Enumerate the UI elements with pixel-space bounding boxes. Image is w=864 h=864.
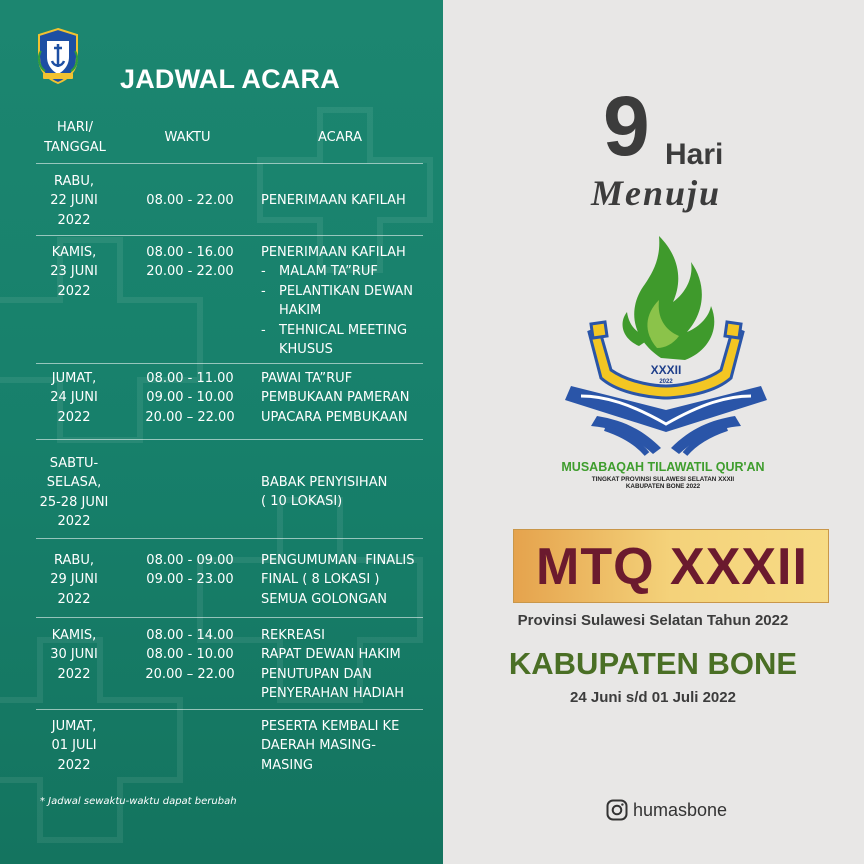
row-event: BABAK PENYISIHAN ( 10 LOKASI)	[261, 475, 388, 510]
sub-event	[261, 282, 426, 301]
logo-subtitle: TINGKAT PROVINSI SULAWESI SELATAN XXXII	[591, 476, 735, 483]
logo-title: MUSABAQAH TILAWATIL QUR'AN	[561, 460, 765, 474]
row-day: JUMAT, 24 JUNI 2022	[50, 371, 98, 425]
row-event: PESERTA KEMBALI KE DAERAH MASING- MASING	[261, 719, 400, 773]
header-time: WAKTU	[164, 130, 211, 145]
row-divider	[36, 538, 423, 539]
event-panel	[443, 0, 864, 864]
row-day: SABTU- SELASA, 25-28 JUNI 2022	[39, 456, 109, 530]
schedule-footnote: * Jadwal sewaktu-waktu dapat berubah	[40, 796, 237, 807]
row-divider	[36, 235, 423, 236]
row-divider	[36, 709, 423, 710]
countdown-unit: Hari	[665, 138, 724, 171]
row-divider	[36, 363, 423, 364]
svg-text:2022: 2022	[659, 379, 673, 385]
mtq-logo-icon	[561, 228, 771, 468]
row-day: KAMIS, 23 JUNI 2022	[50, 245, 98, 299]
social-handle[interactable]: humasbone	[633, 800, 728, 820]
row-time: 08.00 - 22.00	[146, 193, 234, 208]
row-event: PENGUMUMAN FINALIS FINAL ( 8 LOKASI ) SEMUA GOLONGAN	[261, 553, 415, 607]
sub-event-text: HAKIM	[279, 303, 322, 319]
event-dates: 24 Juni s/d 01 Juli 2022	[570, 689, 736, 706]
row-event: PAWAI TA”RUF PEMBUKAAN PAMERAN UPACARA PEMBUKAAN	[261, 371, 410, 425]
sub-event	[261, 340, 426, 359]
row-divider	[36, 617, 423, 618]
event-province: Provinsi Sulawesi Selatan Tahun 2022	[517, 612, 789, 629]
bullet-dash: -	[261, 322, 266, 338]
countdown-label: Menuju	[591, 173, 722, 213]
sub-event-text: PELANTIKAN DEWAN	[279, 283, 414, 299]
row-event: PENERIMAAN KAFILAH	[261, 193, 406, 208]
row-divider	[36, 163, 423, 164]
row-day: JUMAT, 01 JULI 2022	[51, 719, 97, 773]
row-time: 08.00 - 09.00 09.00 - 23.00	[146, 553, 234, 588]
row-event: REKREASI RAPAT DEWAN HAKIM PENUTUPAN DAN PENYERAHAN HADIAH	[261, 628, 405, 702]
event-name: MTQ XXXII	[536, 538, 808, 596]
bullet-dash: -	[261, 283, 266, 299]
logo-subtitle: KABUPATEN BONE 2022	[625, 483, 701, 490]
schedule-title: JADWAL ACARA	[120, 64, 340, 94]
bullet-dash: -	[261, 264, 266, 280]
event-regency: KABUPATEN BONE	[508, 646, 798, 681]
sub-event-text: KHUSUS	[279, 342, 333, 358]
instagram-icon	[606, 799, 628, 821]
sub-event	[261, 262, 426, 281]
sub-event	[261, 321, 426, 340]
row-day: RABU, 22 JUNI 2022	[50, 174, 98, 228]
countdown-number: 9	[603, 79, 650, 173]
svg-text:XXXII: XXXII	[650, 363, 682, 377]
regency-emblem-icon	[35, 27, 81, 85]
row-day: KAMIS, 30 JUNI 2022	[50, 628, 98, 682]
row-event: PENERIMAAN KAFILAH - MALAM TA”RUF - PELANTIKAN DEWAN HAKIM - TEHNICAL MEETING KHUSUS	[261, 243, 426, 359]
sub-event-text: TEHNICAL MEETING	[279, 322, 408, 338]
sub-event-text: MALAM TA”RUF	[279, 264, 378, 280]
row-time: 08.00 - 14.00 08.00 - 10.00 20.00 – 22.00	[145, 628, 235, 682]
sub-event	[261, 301, 426, 320]
row-time: 08.00 - 16.00 20.00 - 22.00	[146, 245, 234, 280]
header-event: ACARA	[317, 130, 363, 145]
row-time: 08.00 - 11.00 09.00 - 10.00 20.00 – 22.00	[145, 371, 235, 425]
row-day: RABU, 29 JUNI 2022	[50, 553, 98, 607]
header-day: HARI/ TANGGAL	[44, 120, 106, 155]
event-name-banner	[513, 529, 829, 603]
row-divider	[36, 439, 423, 440]
